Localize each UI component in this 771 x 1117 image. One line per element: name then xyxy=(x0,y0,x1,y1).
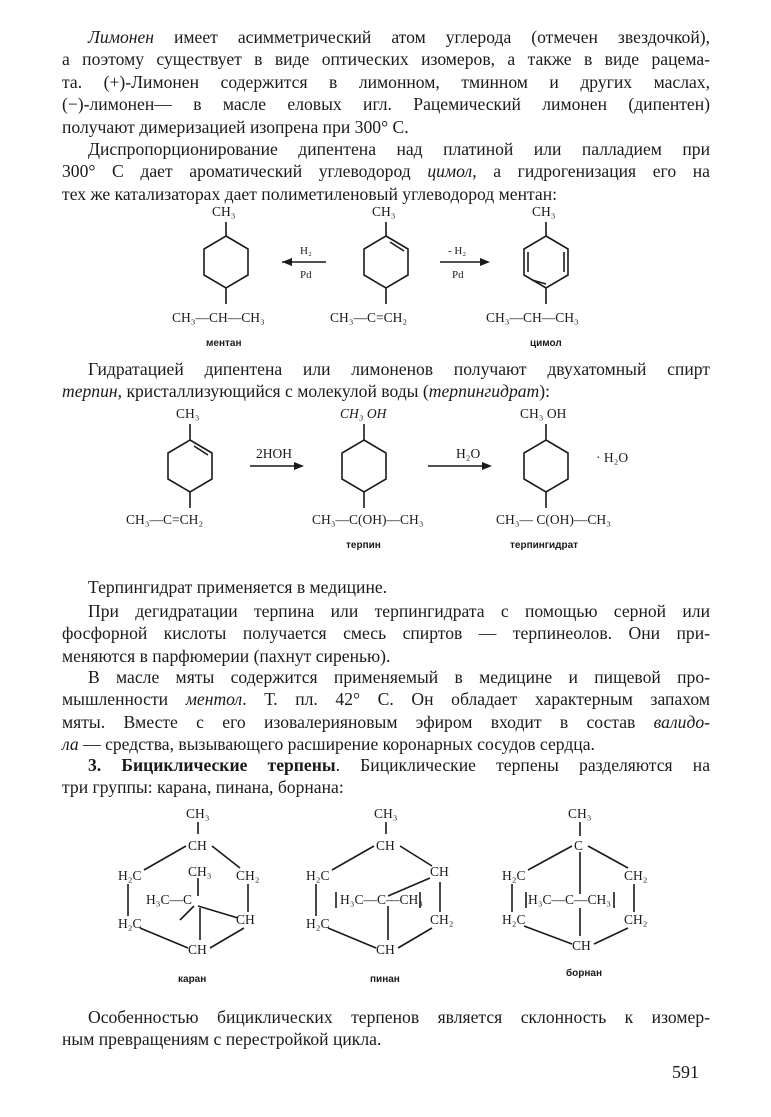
paragraph-disproportionation: Диспропорционирование дипентена над платиной или палладием при 300° С дает ароматический углеводород цимол, а гидрогенизация его на тех же катализаторах дает полиметиленовый углеводород ментан: xyxy=(62,139,710,204)
mentan-structure xyxy=(172,204,265,349)
terpinhydrate-structure xyxy=(496,406,628,551)
mentan-ch3-top: CH₃ xyxy=(212,204,236,219)
bornan-structure xyxy=(502,806,647,979)
svg-text:H₃C—C—CH₃: H₃C—C—CH₃ xyxy=(528,892,611,907)
reaction-scheme-terpin xyxy=(0,402,771,552)
svg-text:2HOH: 2HOH xyxy=(256,446,292,461)
terpin-structure xyxy=(312,406,424,551)
label-pinan: пинан xyxy=(370,974,400,985)
svg-text:CH₃: CH₃ xyxy=(188,864,212,879)
svg-text:CH₃ OH: CH₃ OH xyxy=(520,406,567,421)
svg-text:CH₃—C(OH)—CH₃: CH₃—C(OH)—CH₃ xyxy=(312,512,424,527)
term-menthol: ментол xyxy=(185,689,243,710)
svg-text:C: C xyxy=(574,838,584,853)
dipentene-structure xyxy=(330,204,408,325)
label-mentan: ментан xyxy=(206,338,242,349)
paragraph-limonene: Лимонен имеет асимметрический атом углерода (отмечен звездочкой), а поэтому существует в виде оптических изомеров, а также в виде рацема- та. (+)-Лимонен содержится в лимонном, тминном и других маслах, (−)-лимонен— в масле еловых игл. Рацемический лимонен (дипентен) получают димеризацией изопрена при 300° С. xyxy=(62,27,710,137)
svg-text:H₃C—C: H₃C—C xyxy=(146,892,192,907)
svg-text:H₂C: H₂C xyxy=(306,868,330,883)
svg-text:CH₃: CH₃ xyxy=(186,806,210,821)
term-terpin: терпин xyxy=(62,381,118,402)
cymol-structure xyxy=(486,204,579,349)
svg-text:CH: CH xyxy=(236,912,255,927)
label-caran: каран xyxy=(178,974,207,985)
paragraph-menthol: В масле мяты содержится применяемый в медицине и пищевой про- мышленности ментол. Т. пл. 42° С. Он обладает характерным запахом мяты. Вместе с его изовалерияновым эфиром входит в состав валидо- ла — средства, вызывающего расширение коронарных сосудов сердца. xyxy=(62,667,710,755)
label-terpin: терпин xyxy=(346,540,381,551)
svg-text:CH₃: CH₃ xyxy=(568,806,592,821)
svg-text:CH: CH xyxy=(376,942,395,957)
svg-text:CH₂: CH₂ xyxy=(430,912,454,927)
svg-text:CH₃: CH₃ xyxy=(532,204,556,219)
caran-structure xyxy=(118,806,259,985)
pinan-structure xyxy=(306,806,453,985)
svg-text:CH: CH xyxy=(430,864,449,879)
svg-text:H₂C: H₂C xyxy=(118,868,142,883)
svg-text:CH: CH xyxy=(188,838,207,853)
label-bornan: борнан xyxy=(566,968,603,979)
svg-text:CH₂: CH₂ xyxy=(236,868,260,883)
dipentene-isopropenyl: CH₃—C=CH₂ xyxy=(330,310,408,325)
water-molecule: · H₂O xyxy=(596,450,629,465)
term-validol: валидо- xyxy=(653,711,710,732)
arrow-dehydrogenation xyxy=(440,245,490,281)
term-cymol: цимол xyxy=(427,161,473,182)
term-terpinhydrate: терпингидрат xyxy=(428,381,540,402)
svg-text:H₃C—C—CH₃: H₃C—C—CH₃ xyxy=(340,892,423,907)
bicyclic-structures xyxy=(0,800,771,990)
svg-text:CH₃— C(OH)—CH₃: CH₃— C(OH)—CH₃ xyxy=(496,512,611,527)
svg-text:CH₂: CH₂ xyxy=(624,912,648,927)
svg-text:CH₃ OH: CH₃ OH xyxy=(340,406,387,421)
svg-text:H₂: H₂ xyxy=(300,245,312,257)
paragraph-dehydration: При дегидратации терпина или терпингидрата с помощью серной или фосфорной кислоты получается смесь спиртов — терпинеолов. Они при- меняются в парфюмерии (пахнут сиренью). xyxy=(62,601,710,666)
svg-text:CH: CH xyxy=(572,938,591,953)
paragraph-bicyclic: 3. Бициклические терпены. Бициклические терпены разделяются на три группы: карана, пинана, борнана: xyxy=(62,755,710,798)
svg-text:CH: CH xyxy=(188,942,207,957)
dipentene-structure-2 xyxy=(126,406,212,527)
svg-text:- H₂: - H₂ xyxy=(448,245,467,257)
mentan-isopropyl: CH₃—CH—CH₃ xyxy=(172,310,265,325)
svg-text:CH₂: CH₂ xyxy=(624,868,648,883)
arrow-crystallization xyxy=(428,446,492,470)
paragraph-isomerization: Особенностью бициклических терпенов является склонность к изомер- ным превращениям с перестройкой цикла. xyxy=(62,1007,710,1050)
paragraph-medicine: Терпингидрат применяется в медицине. xyxy=(88,577,388,597)
svg-text:H₂O: H₂O xyxy=(456,446,481,461)
paragraph-hydration: Гидратацией дипентена или лимоненов получают двухатомный спирт терпин, кристаллизующийся с молекулой воды (терпингидрат): xyxy=(62,359,710,402)
svg-text:H₂C: H₂C xyxy=(118,916,142,931)
svg-text:CH₃: CH₃ xyxy=(372,204,396,219)
svg-text:Pd: Pd xyxy=(300,269,312,281)
svg-text:CH₃—C=CH₂: CH₃—C=CH₂ xyxy=(126,512,204,527)
svg-text:CH: CH xyxy=(376,838,395,853)
svg-text:CH₃: CH₃ xyxy=(176,406,200,421)
reaction-scheme-mentan-cymol xyxy=(0,200,771,350)
page-number: 591 xyxy=(672,1062,699,1082)
svg-text:Pd: Pd xyxy=(452,269,464,281)
term-limonene: Лимонен xyxy=(88,27,155,47)
svg-text:H₂C: H₂C xyxy=(502,912,526,927)
label-cymol: цимол xyxy=(530,338,562,349)
arrow-hydrogenation xyxy=(282,245,326,281)
arrow-hydration xyxy=(250,446,304,470)
cymol-isopropyl: CH₃—CH—CH₃ xyxy=(486,310,579,325)
svg-text:H₂C: H₂C xyxy=(306,916,330,931)
section-heading-bicyclic: 3. Бициклические терпены xyxy=(88,755,336,775)
svg-text:CH₃: CH₃ xyxy=(374,806,398,821)
svg-text:H₂C: H₂C xyxy=(502,868,526,883)
label-terpinhydrate: терпингидрат xyxy=(510,540,579,551)
